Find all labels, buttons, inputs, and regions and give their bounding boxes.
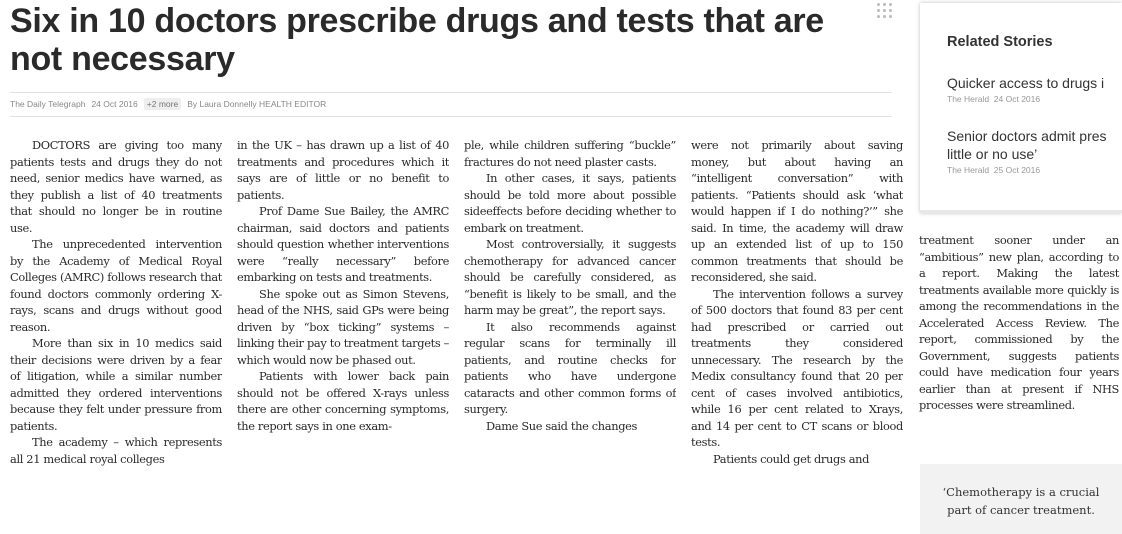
related-story[interactable] xyxy=(947,127,1122,175)
pull-quote-text: ‘Chemotherapy is a crucial part of cancer treatment. xyxy=(942,485,1100,517)
related-story-source: The Herald 25 Oct 2016 xyxy=(947,165,1041,175)
article-paragraph: in the UK – has drawn up a list of 40 treatments and procedures which it says are of little or no benefit to patients. xyxy=(237,138,449,202)
article-paragraph: Patients with lower back pain should not be offered X-rays unless there are other concerning symptoms, the report says in one exam- xyxy=(237,369,449,433)
article-paragraph: It also recommends against regular scans for terminally ill patients, and routine checks for patients who have undergone cataracts and other common forms of surgery. xyxy=(464,319,676,416)
article-paragraph: Most controversially, it suggests chemotherapy for advanced cancer should be carefully considered, as “benefit is likely to be small, and the harm may be great”, the report says. xyxy=(464,237,676,317)
article-paragraph: Dame Sue said the changes xyxy=(486,418,638,433)
related-story-title[interactable]: Senior doctors admit pres xyxy=(947,128,1107,144)
article-paragraph: Prof Dame Sue Bailey, the AMRC chairman, said doctors and patients should question whether interventions were “really necessary” before embarking on tests and treatments. xyxy=(237,204,449,284)
article-column-1 xyxy=(10,137,222,521)
byline: By Laura Donnelly HEALTH EDITOR xyxy=(187,99,327,109)
article-paragraph: More than six in 10 medics said their decisions were driven by a fear of litigation, while a similar number admitted they ordered interventions because they felt under pressure from patients. xyxy=(10,336,222,433)
pull-quote xyxy=(920,464,1122,534)
meta-divider-top xyxy=(10,92,892,93)
article-paragraph: The academy – which represents all 21 medical royal colleges xyxy=(10,435,222,466)
publish-date: 24 Oct 2016 xyxy=(91,99,138,109)
related-story-title-line2[interactable]: little or no use’ xyxy=(947,146,1038,162)
article-paragraph: DOCTORS are giving too many patients tests and drugs they do not need, senior medics have warned, as they publish a list of 40 treatments that should no longer be in routine use. xyxy=(10,138,222,235)
related-story[interactable] xyxy=(947,74,1122,104)
related-story-title[interactable]: Quicker access to drugs i xyxy=(947,75,1105,91)
article-paragraph: Patients could get drugs and xyxy=(713,451,870,466)
more-sources-button[interactable]: +2 more xyxy=(144,98,181,110)
meta-divider-bottom xyxy=(10,116,892,117)
related-heading: Related Stories xyxy=(947,34,1053,50)
grip-dots-icon[interactable] xyxy=(876,2,894,20)
related-stories-panel xyxy=(920,3,1122,213)
article-paragraph: In other cases, it says, patients should be told more about possible sideeffects before deciding whether to embark on treatment. xyxy=(464,171,676,235)
article-column-3 xyxy=(464,137,676,521)
article-meta xyxy=(10,98,892,110)
related-story-source: The Herald 24 Oct 2016 xyxy=(947,94,1041,104)
publication: The Daily Telegraph xyxy=(10,99,86,109)
headline: Six in 10 doctors prescribe drugs and tests that are not necessary xyxy=(10,2,824,78)
article-paragraph: ple, while children suffering “buckle” fractures do not need plaster casts. xyxy=(464,138,676,169)
article-paragraph: were not primarily about saving money, but about having an “intelligent conversation” with patients. “Patients should ask ‘what would happen if I do nothing?’” she said. In time, the academy will draw up an extended list of up to 150 common treatments that should be reconsidered, she said. xyxy=(691,138,903,284)
article-paragraph: The unprecedented intervention by the Academy of Medical Royal Colleges (AMRC) follows research that found doctors commonly ordering X-rays, scans and drugs without good reason. xyxy=(10,237,222,334)
side-article-text: treatment sooner under an “ambitious” new plan, according to a report. Making the latest treatments available more quickly is among the recommendations in the Accelerated Access Review. The report, commissioned by the Government, suggests patients could have medication four years earlier than at present if NHS processes were streamlined. xyxy=(919,233,1119,412)
article-column-2 xyxy=(237,137,449,521)
article-paragraph: The intervention follows a survey of 500 doctors that found 83 per cent had prescribed or carried out treatments they considered unnecessary. The research by the Medix consultancy found that 20 per cent of cases involved antibiotics, while 16 per cent related to Xrays, and 14 per cent to CT scans or blood tests. xyxy=(691,286,903,449)
article-column-4 xyxy=(691,137,903,521)
article-paragraph: She spoke out as Simon Stevens, head of the NHS, said GPs were being driven by “box ticking” systems – linking their pay to treatment targets – which would now be phased out. xyxy=(237,286,449,367)
